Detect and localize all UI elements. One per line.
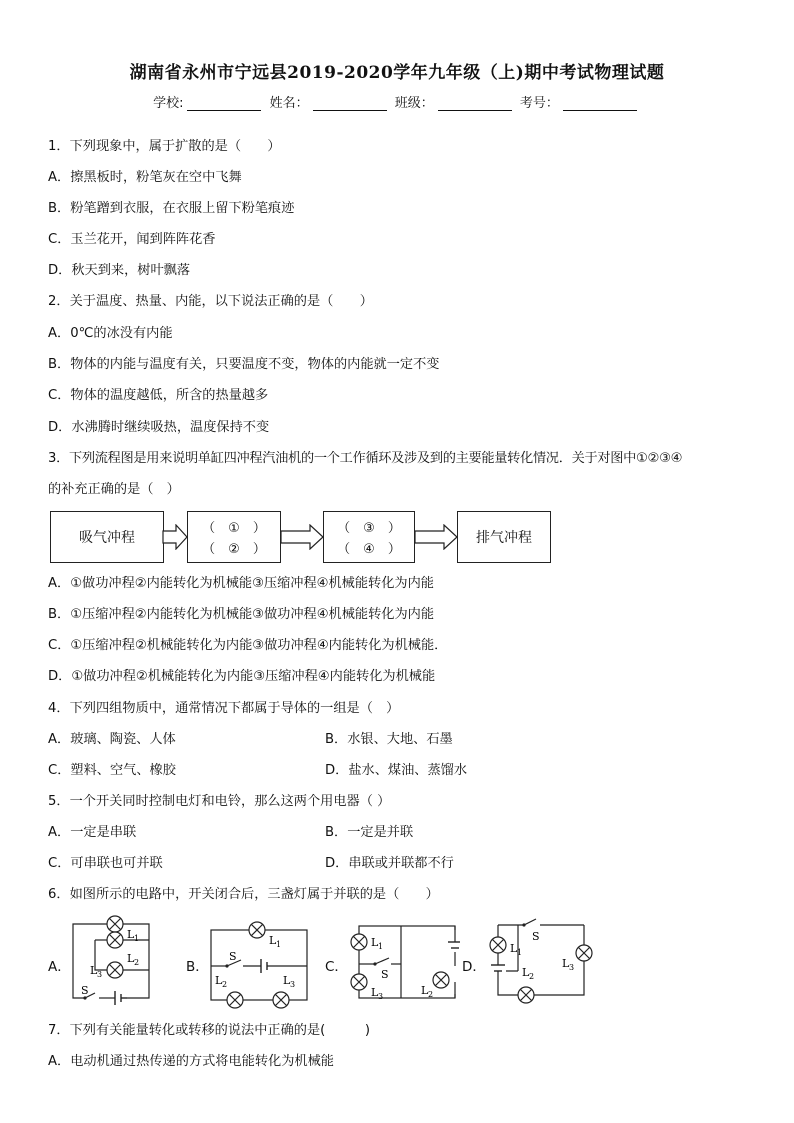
q1-option-c[interactable]: C．玉兰花开，闻到阵阵花香	[48, 232, 216, 247]
lamp-icon	[490, 937, 506, 953]
page-title: 湖南省永州市宁远县2019-2020学年九年级（上)期中考试物理试题	[129, 63, 665, 83]
q3-stem: 3．下列流程图是用来说明单缸四冲程汽油机的一个工作循环及涉及到的主要能量转化情况．关于对图中①②③④	[48, 451, 683, 466]
q4-option-b[interactable]: B．水银、大地、石墨	[325, 732, 453, 747]
q7-option-a[interactable]: A．电动机通过热传递的方式将电能转化为机械能	[48, 1054, 334, 1069]
school-label: 学校:	[153, 96, 184, 111]
flow-arrow-3	[414, 524, 458, 550]
circuit-a-diagram	[65, 910, 165, 1006]
flow-box-blank-3-4	[323, 511, 415, 563]
q2-option-b[interactable]: B．物体的内能与温度有关，只要温度不变，物体的内能就一定不变	[48, 357, 440, 372]
q5-option-c[interactable]: C．可串联也可并联	[48, 856, 163, 871]
switch-pivot-icon	[225, 964, 228, 967]
sub-2: 2	[134, 958, 140, 967]
q3-option-d[interactable]: D．①做功冲程②机械能转化为内能③压缩冲程④内能转化为机械能	[48, 669, 436, 684]
flow-arrow-1	[162, 524, 188, 550]
q5-option-b[interactable]: B．一定是并联	[325, 825, 414, 840]
sub-1: 1	[517, 948, 523, 957]
label-l2: L	[215, 974, 223, 987]
label-l2: L	[522, 966, 530, 979]
label-s: S	[381, 968, 389, 981]
q4-option-d[interactable]: D．盐水、煤油、蒸馏水	[325, 763, 468, 778]
lamp-icon	[249, 922, 265, 938]
q3-option-b[interactable]: B．①压缩冲程②内能转化为机械能③做功冲程④机械能转化为内能	[48, 607, 435, 622]
circuit-c-diagram	[345, 922, 460, 1008]
q2-option-d[interactable]: D．水沸腾时继续吸热，温度保持不变	[48, 420, 270, 435]
q2-option-a[interactable]: A．0℃的冰没有内能	[48, 326, 173, 341]
lamp-icon	[107, 932, 123, 948]
q5-option-a[interactable]: A．一定是串联	[48, 825, 137, 840]
q1-option-a[interactable]: A．擦黑板时，粉笔灰在空中飞舞	[48, 170, 242, 185]
circuit-d-diagram	[482, 915, 600, 1007]
q3-option-a[interactable]: A．①做功冲程②内能转化为机械能③压缩冲程④机械能转化为内能	[48, 576, 434, 591]
flow-box-intake: 吸气冲程	[50, 511, 164, 563]
flow-blank-1: （ ① ）	[202, 521, 266, 536]
q6-stem: 6．如图所示的电路中，开关闭合后，三盏灯属于并联的是（ ）	[48, 887, 439, 902]
label-l3: L	[371, 986, 379, 999]
label-l1: L	[269, 934, 277, 947]
battery-icon	[115, 991, 127, 1005]
sub-2: 2	[529, 972, 535, 981]
class-blank[interactable]	[438, 98, 512, 111]
label-l2: L	[421, 984, 429, 997]
circuit-b-diagram	[205, 920, 315, 1010]
sub-1: 1	[134, 934, 140, 943]
flow-arrow-2	[280, 524, 324, 550]
name-blank[interactable]	[313, 98, 387, 111]
q2-option-c[interactable]: C．物体的温度越低，所含的热量越多	[48, 388, 269, 403]
exam-no-blank[interactable]	[563, 98, 637, 111]
label-l3: L	[562, 957, 570, 970]
q6-option-d[interactable]: D．	[462, 959, 486, 975]
label-l1: L	[371, 936, 379, 949]
flow-blank-3: （ ③ ）	[337, 521, 401, 536]
switch-pivot-icon	[522, 923, 525, 926]
q4-option-a[interactable]: A．玻璃、陶瓷、人体	[48, 732, 176, 747]
q6-option-a[interactable]: A．	[48, 959, 71, 975]
q4-stem: 4．下列四组物质中，通常情况下都属于导体的一组是（ ）	[48, 701, 400, 716]
q7-stem: 7．下列有关能量转化或转移的说法中正确的是( )	[48, 1023, 370, 1038]
label-s: S	[229, 950, 237, 963]
lamp-icon	[351, 934, 367, 950]
sub-3: 3	[569, 963, 575, 972]
sub-3: 3	[290, 980, 296, 989]
lamp-icon	[351, 974, 367, 990]
q5-stem: 5．一个开关同时控制电灯和电铃，那么这两个用电器（ ）	[48, 794, 391, 809]
q2-stem: 2．关于温度、热量、内能，以下说法正确的是（ ）	[48, 294, 373, 309]
sub-1: 1	[276, 940, 282, 949]
name-label: 姓名：	[269, 96, 309, 111]
label-l2: L	[127, 952, 135, 965]
flow-blank-2: （ ② ）	[202, 542, 266, 557]
lamp-icon	[273, 992, 289, 1008]
lamp-icon	[227, 992, 243, 1008]
q3-stem-continued: 的补充正确的是（ ）	[48, 482, 180, 497]
label-l3: L	[90, 964, 98, 977]
q1-option-d[interactable]: D．秋天到来，树叶飘落	[48, 263, 191, 278]
q1-option-b[interactable]: B．粉笔蹭到衣服，在衣服上留下粉笔痕迹	[48, 201, 295, 216]
lamp-icon	[107, 916, 123, 932]
class-label: 班级：	[394, 96, 434, 111]
flow-box-exhaust: 排气冲程	[457, 511, 551, 563]
q5-option-d[interactable]: D．串联或并联都不行	[325, 856, 454, 871]
label-l1: L	[127, 928, 135, 941]
q6-option-b[interactable]: B．	[186, 959, 209, 975]
school-blank[interactable]	[187, 98, 261, 111]
label-s: S	[532, 930, 540, 943]
exam-no-label: 考号：	[519, 96, 559, 111]
q3-option-c[interactable]: C．①压缩冲程②机械能转化为内能③做功冲程④内能转化为机械能．	[48, 638, 448, 653]
lamp-icon	[107, 962, 123, 978]
flow-blank-4: （ ④ ）	[337, 542, 401, 557]
sub-3: 3	[378, 992, 384, 1001]
q6-option-c[interactable]: C．	[325, 959, 348, 975]
switch-pivot-icon	[373, 962, 376, 965]
sub-3: 3	[97, 970, 103, 979]
label-l3: L	[283, 974, 291, 987]
sub-2: 2	[222, 980, 228, 989]
lamp-icon	[576, 945, 592, 961]
flow-box-blank-1-2	[187, 511, 281, 563]
q1-stem: 1．下列现象中，属于扩散的是（ ）	[48, 139, 281, 154]
sub-2: 2	[428, 990, 434, 999]
label-l1: L	[510, 942, 518, 955]
sub-1: 1	[378, 942, 384, 951]
label-s: S	[81, 984, 89, 997]
battery-icon	[261, 959, 267, 973]
lamp-icon	[433, 972, 449, 988]
q4-option-c[interactable]: C．塑料、空气、橡胶	[48, 763, 176, 778]
lamp-icon	[518, 987, 534, 1003]
student-info-line	[0, 92, 794, 111]
